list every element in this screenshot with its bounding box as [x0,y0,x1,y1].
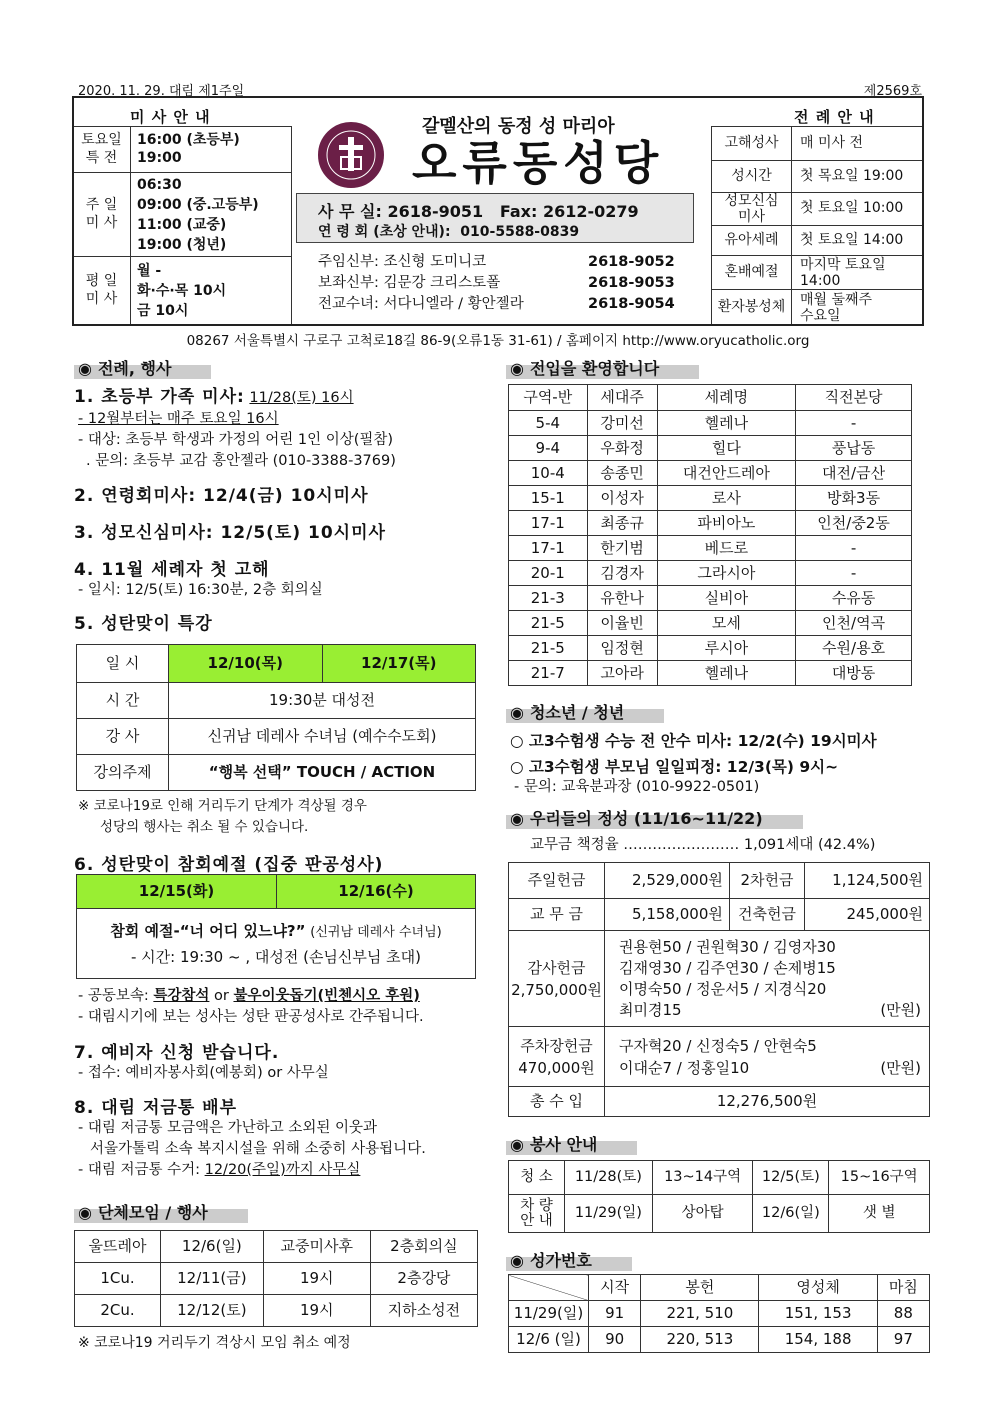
tr-cell [509,611,912,636]
right-newcomers-7-2: 실비아 [657,586,796,611]
staff-tel [588,252,675,315]
hymn-table [508,1274,930,1353]
left-pen-t2: - 시간: 19:30 ~ , 대성전 (손님신부님 초대) [131,947,421,966]
right-svc-1-2: 상아탑 [652,1195,753,1233]
right-of-k5: 감사헌금 [527,958,586,977]
tr-cell [712,127,924,161]
tr-cell [509,1087,930,1117]
right-newcomers-1-1: 우화정 [587,436,657,461]
right-hymns-1-3: 154, 188 [759,1327,877,1353]
left-i1-date: 11/28(토) 16시 [249,390,354,406]
right-of-k1: 주일헌금 [509,863,605,899]
mass-times: 16:00 (초등부) 19:00 [131,127,292,173]
rite-rows-2-k: 성모신심 미사 [712,193,792,226]
tr-cell [712,290,924,326]
div-cell [78,796,367,838]
rite-rows-1-v: 첫 목요일 19:00 [792,161,924,193]
right-hymns-0-2: 221, 510 [641,1301,759,1327]
div-cell [74,986,498,1181]
right-svc-1-3: 12/6(일) [753,1195,829,1233]
church-name: 오류동성당 [412,136,665,190]
section-hymns [506,1248,632,1271]
tr-cell [77,875,476,909]
tr-cell [75,1263,478,1295]
tr-cell [509,1327,930,1353]
staff-list [318,252,524,315]
left-pen-d1: 12/15(화) [77,875,277,909]
tr-cell [509,899,930,931]
right-newcomers-1-0: 9-4 [509,436,588,461]
mass-label: 평 일 미 사 [73,257,131,325]
span-cell: ◉ [510,703,524,722]
right-newcomers-head-0: 구역-반 [509,385,588,411]
right-hymn-head-0 [509,1275,589,1301]
right-newcomers-5-3: - [796,536,912,561]
span-cell: ◉ [510,359,524,378]
div-cell [506,1132,637,1155]
left-i8-l3a: - 대림 저금통 수거: [78,1162,200,1178]
right-newcomers-10-2: 헬레나 [657,661,796,686]
right-hymn-head-1: 시작 [589,1275,641,1301]
div-cell [74,387,494,409]
right-newcomers-2-3: 대전/금산 [796,461,912,486]
right-newcomers-6-3: - [796,561,912,586]
left-groups-2-1: 12/12(토) [161,1295,264,1327]
tr-cell [509,411,912,436]
tr-cell [77,909,476,979]
right-of-park-1: 이대순7 / 정홍일10 [619,1058,750,1077]
right-of-thanks-0: 권용현50 / 권원혁30 / 김영자30 [619,937,836,956]
right-newcomers-6-0: 20-1 [509,561,588,586]
left-i6-l2: - 대림시기에 보는 성사는 성탄 판공성사로 간주됩니다. [78,1009,424,1025]
left-groups-0-1: 12/6(일) [161,1231,264,1263]
left-lec-d1: 12/10(목) [169,645,323,683]
tr-cell [77,755,476,791]
right-of-k4: 건축헌금 [729,899,804,931]
left-i6-l1b: 특강참석 [153,988,210,1004]
rite-rows-4-k: 혼배예절 [712,256,792,290]
right-hymns-0-3: 151, 153 [759,1301,877,1327]
left-i5: 5. 성탄맞이 특강 [74,614,213,634]
right-svc-0-0: 청 소 [509,1161,565,1195]
rite-rows-3-k: 유아세례 [712,226,792,256]
right-y2: ○ 고3수험생 부모님 일일피정: 12/3(목) 9시~ [510,758,839,776]
right-newcomers-0-1: 강미선 [587,411,657,436]
left-groups-2-2: 19시 [263,1295,370,1327]
offering-table [508,862,930,1117]
div-cell [506,356,699,379]
right-newcomers-3-1: 이성자 [587,486,657,511]
left-sec1: 전례, 행사 [97,359,172,378]
tr-cell [712,193,924,226]
tr-cell [712,161,924,193]
div-cell [619,1057,929,1079]
left-lec-v3: 신귀남 데레사 수녀님 (예수수도회) [169,719,476,755]
right-newcomers-7-1: 유한나 [587,586,657,611]
right-hymns-1-0: 12/6 (일) [509,1327,589,1353]
left-lec-k3: 강 사 [77,719,169,755]
right-newcomers-0-3: - [796,411,912,436]
right-svc-0-1: 11/28(토) [565,1161,653,1195]
tr-cell [509,636,912,661]
right-y1: ○ 고3수험생 수능 전 안수 미사: 12/2(수) 19시미사 [510,732,877,750]
right-of-v5: 2,750,000원 [511,980,602,999]
right-newcomers-7-0: 21-3 [509,586,588,611]
span-cell: ◉ [78,1203,92,1222]
right-newcomers-5-1: 한기범 [587,536,657,561]
right-of-k6: 주차장헌금 [520,1036,593,1055]
mass-times: 06:30 09:00 (중.고등부) 11:00 (교중) 19:00 (청년) [131,173,292,257]
right-newcomers-2-0: 10-4 [509,461,588,486]
tbody-cell [77,875,476,979]
tr-cell [509,1195,930,1233]
left-lec-v2: 19:30분 대성전 [169,683,476,719]
div-cell [77,919,475,945]
tr-cell [73,127,292,173]
td-cell [605,931,930,1027]
right-newcomers-head-1: 세대주 [587,385,657,411]
left-groups-0-0: 울뜨레아 [75,1231,161,1263]
div-cell [619,1000,929,1021]
funeral-contact: 연 령 회 (초상 안내): 010-5588-0839 [318,224,580,240]
right-of-park-0: 구자혁20 / 신정숙5 / 안현숙5 [619,1036,817,1055]
church-staff-1-name: 김문강 크리스토폴 [383,275,501,291]
tr-cell [509,536,912,561]
church-staff-1-role: 보좌신부: [318,275,379,291]
right-newcomers-1-2: 힐다 [657,436,796,461]
right-hymn-head-2: 봉헌 [641,1275,759,1301]
mass-table [72,126,292,325]
church-subtitle: 갈멜산의 동정 성 마리아 [422,116,615,137]
left-lec-d2: 12/17(목) [322,645,476,683]
tr-cell [73,257,292,325]
right-hymn-head-4: 마침 [877,1275,929,1301]
rite-rows-5-v: 매월 둘째주 수요일 [792,290,924,326]
right-of-v2: 1,124,500원 [805,863,930,899]
right-of-v6: 470,000원 [518,1058,595,1077]
tbody-cell [509,1161,930,1233]
address: 08267 서울특별시 구로구 고척로18길 86-9(오류1동 31-61) / 홈페이지 http://www.oryucatholic.org [186,333,810,349]
church-staff-2-name: 서다니엘라 / 황안젤라 [383,296,524,312]
left-i8-l2: 서울가톨릭 소속 복지시설을 위해 소중히 사용됩니다. [90,1141,426,1157]
tr-cell [509,486,912,511]
right-hymns-1-1: 90 [589,1327,641,1353]
right-newcomers-8-3: 인천/역곡 [796,611,912,636]
left-i1-l3: . 문의: 초등부 교감 홍안젤라 (010-3388-3769) [86,453,396,469]
right-newcomers-4-1: 최종규 [587,511,657,536]
mass-times: 월 - 화·수·목 10시 금 10시 [131,257,292,325]
right-svc-0-4: 15~16구역 [829,1161,930,1195]
rite-rows-5-k: 환자봉성체 [712,290,792,326]
right-sec2: 청소년 / 청년 [529,703,625,722]
right-newcomers-8-1: 이율빈 [587,611,657,636]
right-sec1: 전입을 환영합니다 [529,359,660,378]
tr-cell [509,661,912,686]
span-cell: ◉ [78,359,92,378]
church-staff-0-tel: 2618-9052 [588,254,675,270]
left-groups-1-1: 12/11(금) [161,1263,264,1295]
span-cell: ◉ [510,809,524,828]
td-cell [509,931,605,1027]
right-hymns-0-1: 91 [589,1301,641,1327]
span-cell: ◉ [510,1251,524,1270]
right-newcomers-2-2: 대건안드레아 [657,461,796,486]
right-hymns-1-4: 97 [877,1327,929,1353]
left-i4: 4. 11월 세례자 첫 고해 [74,560,270,580]
right-hymns-0-4: 88 [877,1301,929,1327]
left-i1-l2: - 대상: 초등부 학생과 가정의 어린 1인 이상(필참) [78,432,394,448]
right-newcomers-10-3: 대방동 [796,661,912,686]
tbody-cell [712,127,924,326]
left-groups-0-3: 2층회의실 [370,1231,477,1263]
cross-icon [321,125,381,185]
office-phone: 사 무 실: 2618-9051 Fax: 2612-0279 [318,202,639,221]
issue-date: 2020. 11. 29. 대림 제1주일 [78,84,245,99]
mass-title: 미 사 안 내 [130,108,211,126]
right-newcomers-3-2: 로사 [657,486,796,511]
right-newcomers-9-0: 21-5 [509,636,588,661]
right-newcomers-4-2: 파비아노 [657,511,796,536]
tbody-cell [509,385,912,686]
right-of-thanks-3: 최미경15 [619,1000,682,1019]
left-i2: 2. 연령회미사: 12/4(금) 10시미사 [74,486,369,506]
right-of-v7: 12,276,500원 [605,1087,930,1117]
left-i1-title: 1. 초등부 가족 미사: [74,387,245,407]
tr-cell [509,511,912,536]
right-svc-1-0: 차 량 안 내 [509,1195,565,1233]
left-lec-k1: 일 시 [77,645,169,683]
tr-cell [77,683,476,719]
left-pen-t1: 참회 예절-“너 어디 있느냐?” [110,921,306,940]
left-lec-k4: 강의주제 [77,755,169,791]
right-svc-1-4: 샛 별 [829,1195,930,1233]
right-hymns-0-0: 11/29(일) [509,1301,589,1327]
left-i3: 3. 성모신심미사: 12/5(토) 10시미사 [74,523,386,543]
tr-cell [73,173,292,257]
tr-cell [75,1231,478,1263]
tr-cell [75,1295,478,1327]
right-rate: 교무금 책정율 …………………… 1,091세대 (42.4%) [530,837,876,853]
issue-number: 제2569호 [863,84,922,99]
right-of-thanks-1: 김재영30 / 김주연30 / 손제병15 [619,958,836,977]
tr-cell [509,1301,930,1327]
mass-label: 주 일 미 사 [73,173,131,257]
right-newcomers-6-2: 그라시아 [657,561,796,586]
td-cell [605,1027,930,1087]
right-newcomers-head-3: 직전본당 [796,385,912,411]
tr-cell [509,931,930,1027]
right-newcomers-5-0: 17-1 [509,536,588,561]
header-rule [72,96,924,98]
left-i7-l1: - 접수: 예비자봉사회(예봉회) or 사무실 [78,1065,329,1081]
right-newcomers-8-0: 21-5 [509,611,588,636]
groups-table [74,1230,478,1327]
right-sec3: 우리들의 정성 (11/16~11/22) [529,809,763,828]
right-of-unit: (만원) [880,1058,921,1077]
right-svc-1-1: 11/29(일) [565,1195,653,1233]
tr-cell [712,256,924,290]
right-newcomers-6-1: 김경자 [587,561,657,586]
mass-label: 토요일 특 전 [73,127,131,173]
left-i4-l1: - 일시: 12/5(토) 16:30분, 2층 회의실 [78,582,323,598]
div-cell [318,273,524,294]
right-of-unit: (만원) [880,1000,921,1019]
tbody-cell [73,127,292,325]
rite-title: 전 례 안 내 [794,108,875,126]
right-hymns-1-2: 220, 513 [641,1327,759,1353]
penance-heading: 6. 성탄맞이 참회예절 (집중 판공성사) [74,855,384,875]
left-i8-l1: - 대림 저금통 모금액은 가난하고 소외된 이웃과 [78,1120,378,1136]
right-newcomers-4-0: 17-1 [509,511,588,536]
right-of-v3: 5,158,000원 [605,899,730,931]
right-newcomers-head-2: 세례명 [657,385,796,411]
section-offering [506,806,803,829]
tr-cell [509,436,912,461]
span-cell: ◉ [510,1135,524,1154]
right-newcomers-10-0: 21-7 [509,661,588,686]
tr-cell [509,1027,930,1087]
rite-rows-2-v: 첫 토요일 10:00 [792,193,924,226]
covid-note: ※ 코로나19로 인해 거리두기 단계가 격상될 경우 [78,798,367,814]
left-note1b: 성당의 행사는 취소 될 수 있습니다. [100,819,309,835]
rite-rows-1-k: 성시간 [712,161,792,193]
right-newcomers-1-3: 풍납동 [796,436,912,461]
church-logo [318,122,384,188]
tbody-cell [509,863,930,1117]
right-sec4: 봉사 안내 [529,1135,598,1154]
div-cell [74,356,494,634]
rite-rows-4-v: 마지막 토요일 14:00 [792,256,924,290]
left-groups-2-0: 2Cu. [75,1295,161,1327]
tr-cell [509,1275,930,1301]
church-staff-0-role: 주임신부: [318,254,379,270]
section-newcomers [506,356,699,379]
tr-cell [77,645,476,683]
right-hymn-head-3: 영성체 [759,1275,877,1301]
newcomers-table [508,384,912,686]
left-i1-l1: - 12월부터는 매주 토요일 16시 [78,411,279,427]
rite-rows-0-v: 매 미사 전 [792,127,924,161]
div-cell [506,1248,632,1271]
left-i6-l1a: - 공동보속: [78,988,149,1004]
penance-table [76,874,476,979]
rite-table [711,126,924,326]
right-newcomers-3-3: 방화3동 [796,486,912,511]
tr-cell [712,226,924,256]
left-i6-l1c: or [214,988,229,1004]
rect-cell [339,145,363,150]
left-pen-t1b: (신귀남 데레사 수녀님) [310,924,442,940]
div-cell [78,986,498,1007]
section-groups [74,1200,248,1223]
church-staff-1-tel: 2618-9053 [588,275,675,291]
service-table [508,1160,930,1233]
lecture-table [76,644,476,791]
left-i8: 8. 대림 저금통 배부 [74,1098,237,1118]
tr-cell [77,719,476,755]
right-of-k3: 교 무 금 [509,899,605,931]
section-service [506,1132,637,1155]
left-lec-v4: “행복 선택” TOUCH / ACTION [169,755,476,791]
church-staff-0-name: 조신형 도미니코 [383,254,487,270]
left-i8-l3b: 12/20(주일)까지 사무실 [204,1162,361,1178]
left-groups-2-3: 지하소성전 [370,1295,477,1327]
right-newcomers-9-2: 루시아 [657,636,796,661]
div-cell [74,1200,248,1223]
right-svc-0-3: 12/5(토) [753,1161,829,1195]
tr-cell [509,586,912,611]
right-newcomers-2-1: 송종민 [587,461,657,486]
right-newcomers-0-0: 5-4 [509,411,588,436]
right-of-v1: 2,529,000원 [605,863,730,899]
left-groups-1-0: 1Cu. [75,1263,161,1295]
div-cell [318,252,524,273]
right-of-k2: 2차헌금 [729,863,804,899]
tbody-cell [75,1231,478,1327]
div-cell [506,700,926,856]
tbody-cell [509,1275,930,1353]
rect-cell [348,137,354,171]
right-newcomers-4-3: 인천/중2동 [796,511,912,536]
right-newcomers-9-1: 임정현 [587,636,657,661]
group-note: ※ 코로나19 거리두기 격상시 모임 취소 예정 [78,1335,351,1351]
section-liturgy [74,356,211,379]
right-newcomers-7-3: 수유동 [796,586,912,611]
tr-cell [509,461,912,486]
left-groups-1-3: 2층강당 [370,1263,477,1295]
rite-rows-0-k: 고해성사 [712,127,792,161]
right-newcomers-0-2: 헬레나 [657,411,796,436]
left-groups-1-2: 19시 [263,1263,370,1295]
section-youth [506,700,664,723]
left-sec2: 단체모임 / 행사 [97,1203,208,1222]
left-lec-k2: 시 간 [77,683,169,719]
left-groups-0-2: 교중미사후 [263,1231,370,1263]
left-i7: 7. 예비자 신청 받습니다. [74,1043,280,1063]
right-of-thanks-2: 이명숙50 / 정운서5 / 지경식20 [619,979,827,998]
right-newcomers-5-2: 베드로 [657,536,796,561]
left-pen-d2: 12/16(수) [277,875,476,909]
right-of-v4: 245,000원 [805,899,930,931]
tbody-cell [77,645,476,791]
rite-rows-3-v: 첫 토요일 14:00 [792,226,924,256]
tr-cell [509,863,930,899]
right-svc-0-2: 13~14구역 [652,1161,753,1195]
div-cell [318,294,524,315]
tr-cell [509,1161,930,1195]
td-cell [509,1027,605,1087]
right-newcomers-8-2: 모세 [657,611,796,636]
right-sec5: 성가번호 [529,1251,592,1270]
right-newcomers-10-1: 고아라 [587,661,657,686]
td-cell [77,909,476,979]
tr-cell [509,561,912,586]
left-i6-l1d: 불우이웃돕기(빈첸시오 후원) [233,988,420,1004]
tr-cell [509,385,912,411]
right-newcomers-9-3: 수원/용호 [796,636,912,661]
right-newcomers-3-0: 15-1 [509,486,588,511]
right-of-k7: 총 수 입 [509,1087,605,1117]
church-staff-2-role: 전교수녀: [318,296,379,312]
church-staff-2-tel: 2618-9054 [588,296,675,312]
div-cell [78,1160,498,1181]
right-y3: - 문의: 교육분과장 (010-9922-0501) [514,779,760,795]
